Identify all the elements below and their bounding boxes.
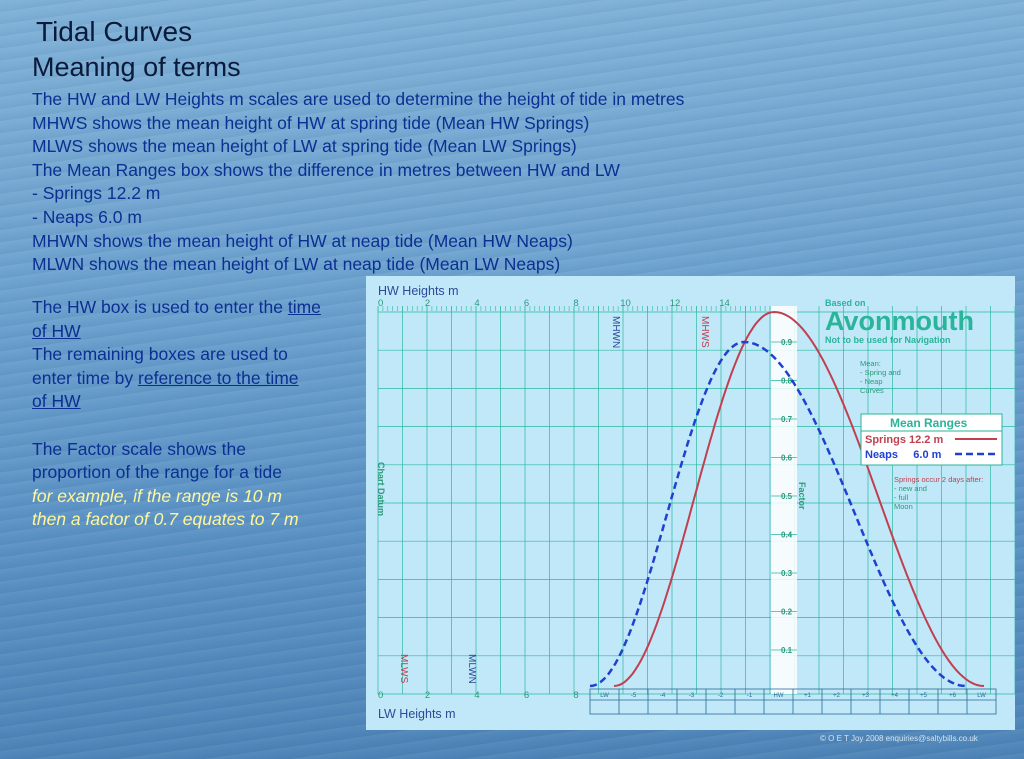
hw-tick-label: 6 bbox=[523, 298, 530, 309]
time-box-label: -3 bbox=[688, 693, 695, 699]
legend-title: Mean Ranges bbox=[890, 416, 968, 430]
mean-note-line: - Neap bbox=[860, 377, 883, 386]
mlws-marker: MLWS bbox=[398, 654, 409, 684]
definition-line: - Springs 12.2 m bbox=[32, 183, 161, 204]
lw-axis-label: LW Heights m bbox=[378, 707, 456, 721]
hw-tick-label: 2 bbox=[424, 298, 431, 309]
factor-tick-label: 0.3 bbox=[781, 569, 793, 578]
mean-note-line: Mean: bbox=[860, 359, 881, 368]
factor-tick-label: 0.4 bbox=[781, 530, 793, 540]
definition-line: MHWN shows the mean height of HW at neap tide (Mean HW Neaps) bbox=[32, 230, 573, 251]
slide-title: Tidal Curves bbox=[36, 16, 193, 47]
lw-tick-label: 4 bbox=[474, 690, 480, 701]
hw-tick-label: 8 bbox=[573, 298, 579, 309]
copyright-text: © O E T Joy 2008 enquiries@saltybills.co.uk bbox=[820, 734, 978, 743]
time-box-label: +4 bbox=[891, 693, 898, 699]
example-text: for example, if the range is 10 m bbox=[32, 485, 282, 506]
definition-line: The HW and LW Heights m scales are used to determine the height of tide in metres bbox=[32, 89, 685, 109]
definition-line: MLWN shows the mean height of LW at neap tide (Mean LW Neaps) bbox=[32, 254, 561, 275]
of-hw-link[interactable]: of HW bbox=[32, 320, 81, 341]
time-box-label: -1 bbox=[746, 693, 753, 699]
springs-note-line: Springs occur 2 days after: bbox=[894, 475, 984, 484]
remaining-prefix: enter time by bbox=[32, 367, 139, 388]
hw-tick-label: 0 bbox=[378, 298, 384, 309]
springs-note-line: Moon bbox=[894, 502, 913, 511]
time-box-label: -4 bbox=[659, 693, 666, 699]
mhwn-marker: MHWN bbox=[610, 316, 621, 349]
lw-tick-label: 6 bbox=[523, 690, 530, 701]
explanation-block bbox=[32, 296, 362, 532]
time-box-label: +3 bbox=[862, 693, 869, 699]
factor-tick-label: 0.6 bbox=[781, 453, 793, 463]
chart-datum-label: Chart Datum bbox=[376, 462, 386, 517]
hw-box-text: The HW box is used to enter the bbox=[32, 297, 288, 317]
lw-tick-label: 8 bbox=[573, 690, 579, 701]
factor-tick-label: 0.2 bbox=[781, 607, 793, 617]
definition-line: MHWS shows the mean height of HW at spring tide (Mean HW Springs) bbox=[32, 112, 590, 133]
definition-line: MLWS shows the mean height of LW at spring tide (Mean LW Springs) bbox=[32, 136, 577, 157]
mean-note-line: - Spring and bbox=[860, 368, 901, 377]
time-box-label: HW bbox=[773, 693, 784, 699]
definition-line: The Mean Ranges box shows the difference in metres between HW and LW bbox=[32, 159, 620, 180]
hw-tick-label: 14 bbox=[719, 298, 730, 309]
hw-tick-label: 12 bbox=[669, 298, 681, 309]
hw-tick-label: 4 bbox=[474, 298, 480, 309]
legend-springs: Springs 12.2 m bbox=[865, 434, 944, 446]
time-box-label: +2 bbox=[833, 693, 840, 699]
hw-tick-label: 10 bbox=[620, 298, 631, 309]
definitions-list bbox=[32, 88, 792, 277]
factor-tick-label: 0.7 bbox=[781, 415, 793, 424]
springs-note-line: - full bbox=[894, 493, 909, 502]
based-on-text: Based on bbox=[825, 298, 866, 308]
reference-link[interactable]: reference to the time bbox=[138, 367, 299, 388]
example-text-2: then a factor of 0.7 equates to 7 m bbox=[32, 509, 299, 530]
lw-tick-label: 0 bbox=[378, 690, 384, 701]
definition-line: - Neaps 6.0 m bbox=[32, 206, 142, 227]
time-box-label: -5 bbox=[630, 693, 637, 699]
hw-axis-label: HW Heights m bbox=[378, 284, 459, 298]
slide-subtitle: Meaning of terms bbox=[32, 52, 241, 82]
tidal-curve-chart bbox=[366, 276, 1015, 730]
factor-tick-label: 0.5 bbox=[781, 492, 793, 501]
mean-ranges-legend bbox=[861, 414, 1002, 465]
remaining-text: The remaining boxes are used to bbox=[32, 344, 288, 365]
time-box-label: +5 bbox=[920, 693, 927, 699]
factor-label: Factor bbox=[797, 482, 807, 510]
factor-tick-label: 0.8 bbox=[781, 376, 793, 386]
time-box-label: -2 bbox=[717, 693, 724, 699]
factor-text-2: proportion of the range for a tide bbox=[32, 462, 283, 483]
mlwn-marker: MLWN bbox=[466, 654, 477, 684]
factor-tick-label: 0.1 bbox=[781, 646, 793, 655]
time-box-label: +6 bbox=[949, 693, 956, 699]
navigation-warning: Not to be used for Navigation bbox=[825, 335, 951, 345]
lw-tick-label: 2 bbox=[424, 690, 431, 701]
time-box-label: +1 bbox=[804, 693, 811, 699]
time-box-label: LW bbox=[600, 693, 609, 699]
time-link[interactable]: time bbox=[287, 297, 321, 317]
of-hw-link-2[interactable]: of HW bbox=[32, 391, 81, 412]
springs-note-line: - new and bbox=[894, 484, 927, 493]
factor-tick-label: 0.9 bbox=[781, 338, 793, 347]
mhws-marker: MHWS bbox=[699, 316, 710, 348]
factor-text: The Factor scale shows the bbox=[32, 438, 246, 459]
port-name: Avonmouth bbox=[825, 306, 974, 336]
time-box-label: LW bbox=[977, 693, 986, 699]
legend-neaps: Neaps 6.0 m bbox=[865, 449, 942, 461]
mean-note-line: Curves bbox=[860, 386, 884, 395]
